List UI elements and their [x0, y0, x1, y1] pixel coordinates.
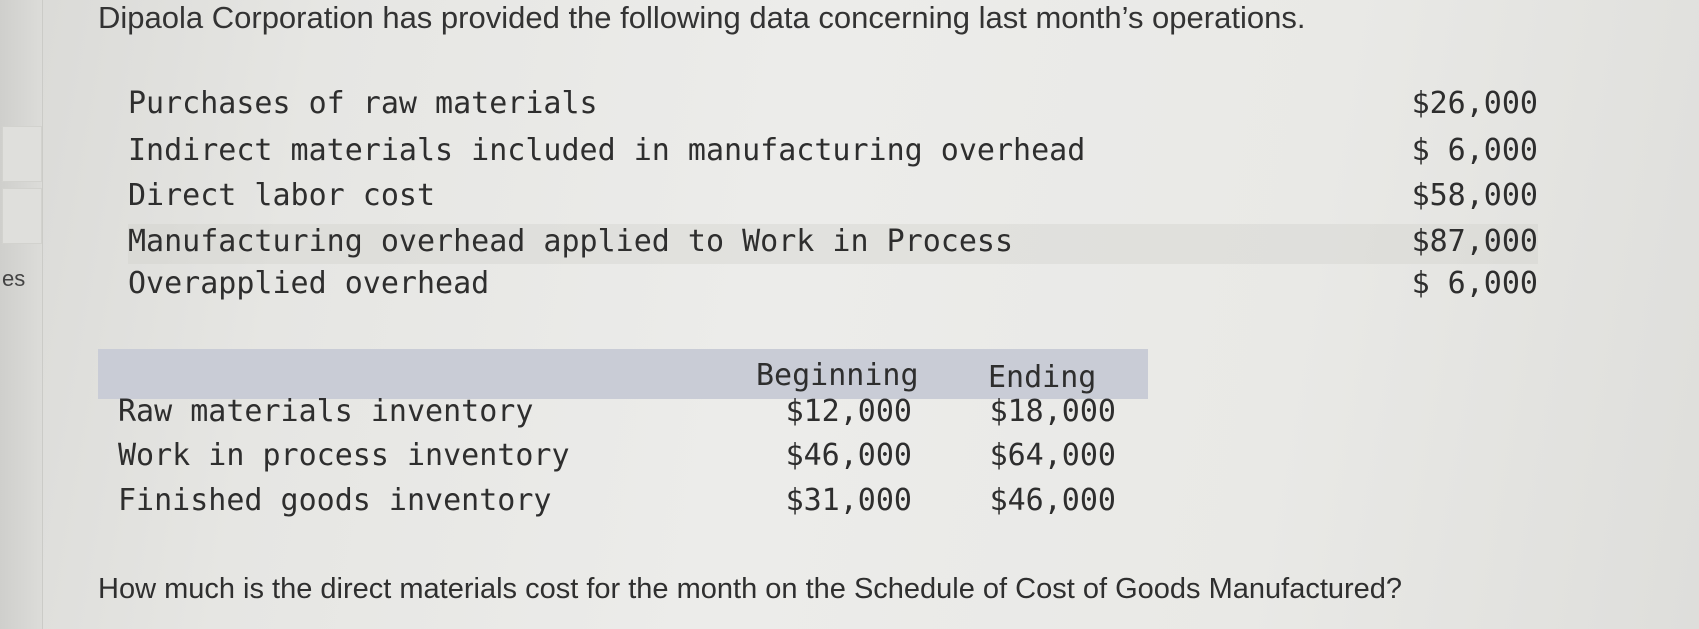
operations-amount: $ 6,000 [1411, 133, 1538, 168]
row-label: Finished goods inventory [118, 483, 552, 518]
sidebar-label: es [2, 266, 26, 291]
operations-label: Indirect materials included in manufacturing overhead [128, 133, 1086, 168]
operations-row [128, 266, 1538, 306]
operations-amount: $ 6,000 [1411, 266, 1538, 301]
table-row [118, 438, 1118, 482]
row-ending: $46,000 [989, 483, 1116, 518]
row-label: Work in process inventory [118, 438, 570, 473]
operations-label: Manufacturing overhead applied to Work in Process [128, 224, 1014, 259]
row-ending: $18,000 [989, 394, 1116, 429]
header-beginning: Beginning [756, 358, 919, 393]
operations-row [128, 224, 1538, 264]
row-beginning: $46,000 [785, 438, 912, 473]
sidebar-box [2, 126, 42, 182]
sidebar-box [2, 188, 42, 244]
operations-row [128, 86, 1538, 126]
table-row [118, 483, 1118, 527]
operations-amount: $26,000 [1411, 86, 1538, 121]
header-ending: Ending [988, 360, 1097, 395]
operations-amount: $87,000 [1411, 224, 1538, 259]
intro-text: Dipaola Corporation has provided the following data concerning last month’s operations. [98, 0, 1306, 35]
operations-row [128, 178, 1538, 218]
operations-row [128, 133, 1538, 173]
row-label: Raw materials inventory [118, 394, 534, 429]
left-sidebar-edge [0, 0, 43, 629]
row-ending: $64,000 [989, 438, 1116, 473]
table-row [118, 394, 1118, 438]
operations-label: Purchases of raw materials [128, 86, 598, 121]
row-beginning: $12,000 [785, 394, 912, 429]
operations-label: Overapplied overhead [128, 266, 490, 301]
row-beginning: $31,000 [785, 483, 912, 518]
question-text: How much is the direct materials cost for the month on the Schedule of Cost of Goods Manufactured? [98, 573, 1403, 605]
operations-amount: $58,000 [1411, 178, 1538, 213]
operations-label: Direct labor cost [128, 178, 436, 213]
